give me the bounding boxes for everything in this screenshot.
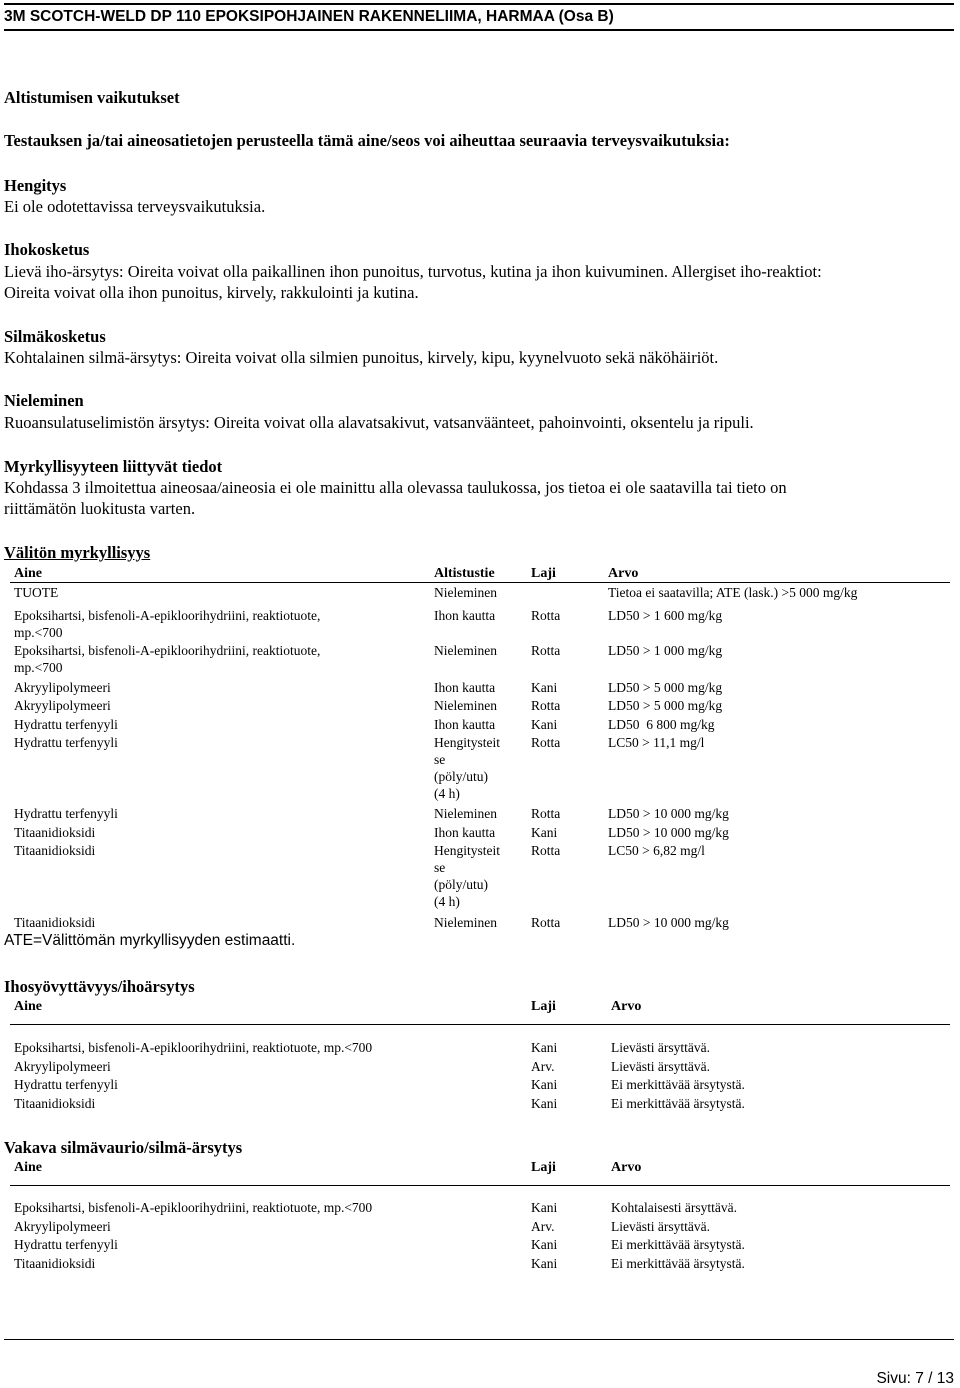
toxicology-title: Myrkyllisyyteen liittyvät tiedot xyxy=(4,457,223,476)
acute-row-7-value: LD50 > 10 000 mg/kg xyxy=(608,806,729,821)
skin-title: Ihokosketus xyxy=(4,240,90,259)
acute-row-2-species: Rotta xyxy=(531,643,561,658)
acute-row-7-route: Nieleminen xyxy=(434,806,497,821)
acute-row-5-value: LD50 6 800 mg/kg xyxy=(608,717,715,732)
acute-row-7-substance: Hydrattu terfenyyli xyxy=(14,806,118,821)
acute-row-6-route: Hengitysteit se (pöly/utu) (4 h) xyxy=(434,735,500,801)
acute-header-substance: Aine xyxy=(14,566,42,581)
toxicology-text-line1: Kohdassa 3 ilmoitettua aineosaa/aineosia ei ole mainittu alla olevassa taulukossa, jos tietoa ei ole saatavilla tai tieto on xyxy=(4,478,787,497)
acute-row-9-value: LC50 > 6,82 mg/l xyxy=(608,843,705,858)
eye-row-0-species: Kani xyxy=(531,1200,558,1215)
eye-row-3-substance: Titaanidioksidi xyxy=(14,1256,96,1271)
eye-row-1-species: Arv. xyxy=(531,1219,555,1234)
eye-header-species: Laji xyxy=(531,1160,556,1175)
ingestion-title: Nieleminen xyxy=(4,391,84,410)
acute-row-8-species: Kani xyxy=(531,825,558,840)
acute-row-8-value: LD50 > 10 000 mg/kg xyxy=(608,825,729,840)
acute-row-1-species: Rotta xyxy=(531,608,561,623)
toxicology-text-line2: riittämätön luokitusta varten. xyxy=(4,499,196,518)
acute-header-value: Arvo xyxy=(608,566,639,581)
acute-row-8-substance: Titaanidioksidi xyxy=(14,825,96,840)
acute-row-9-route: Hengitysteit se (pöly/utu) (4 h) xyxy=(434,843,500,909)
eye-row-0-substance: Epoksihartsi, bisfenoli-A-epikloorihydriini, reaktiotuote, mp.<700 xyxy=(14,1200,373,1215)
acute-row-6-substance: Hydrattu terfenyyli xyxy=(14,735,118,750)
acute-row-2-route: Nieleminen xyxy=(434,643,497,658)
skin-row-0-value: Lievästi ärsyttävä. xyxy=(611,1040,710,1055)
skin-row-0-species: Kani xyxy=(531,1040,558,1055)
eye-header-substance: Aine xyxy=(14,1160,42,1175)
eye-row-1-substance: Akryylipolymeeri xyxy=(14,1219,111,1234)
acute-row-4-substance: Akryylipolymeeri xyxy=(14,698,111,713)
acute-row-7-species: Rotta xyxy=(531,806,561,821)
acute-row-1-substance: Epoksihartsi, bisfenoli-A-epikloorihydriini, reaktiotuote, mp.<700 xyxy=(14,608,321,640)
acute-header-route: Altistustie xyxy=(434,566,495,581)
acute-row-2-value: LD50 > 1 000 mg/kg xyxy=(608,643,723,658)
acute-table-title: Välitön myrkyllisyys xyxy=(4,543,151,562)
acute-row-1-value: LD50 > 1 600 mg/kg xyxy=(608,608,723,623)
page-number: Sivu: 7 / 13 xyxy=(876,1370,954,1387)
eye-header-rule xyxy=(10,1185,950,1186)
inhalation-text: Ei ole odotettavissa terveysvaikutuksia. xyxy=(4,197,266,216)
skin-text-line2: Oireita voivat olla ihon punoitus, kirvely, rakkulointi ja kutina. xyxy=(4,283,419,302)
skin-row-1-substance: Akryylipolymeeri xyxy=(14,1059,111,1074)
acute-row-10-substance: Titaanidioksidi xyxy=(14,915,96,930)
skin-row-0-substance: Epoksihartsi, bisfenoli-A-epikloorihydriini, reaktiotuote, mp.<700 xyxy=(14,1040,373,1055)
acute-row-0-value: Tietoa ei saatavilla; ATE (lask.) >5 000 mg/kg xyxy=(608,585,858,600)
eye-row-3-species: Kani xyxy=(531,1256,558,1271)
acute-row-3-species: Kani xyxy=(531,680,558,695)
exposure-heading: Altistumisen vaikutukset xyxy=(4,88,180,107)
skin-row-1-value: Lievästi ärsyttävä. xyxy=(611,1059,710,1074)
ate-note: ATE=Välittömän myrkyllisyyden estimaatti. xyxy=(4,932,296,949)
eye-row-0-value: Kohtalaisesti ärsyttävä. xyxy=(611,1200,737,1215)
acute-row-4-species: Rotta xyxy=(531,698,561,713)
acute-row-10-value: LD50 > 10 000 mg/kg xyxy=(608,915,729,930)
eye-row-2-value: Ei merkittävää ärsytystä. xyxy=(611,1237,745,1252)
acute-row-10-route: Nieleminen xyxy=(434,915,497,930)
skin-row-2-species: Kani xyxy=(531,1077,558,1092)
eye-header-value: Arvo xyxy=(611,1160,642,1175)
document-title: 3M SCOTCH-WELD DP 110 EPOKSIPOHJAINEN RAKENNELIIMA, HARMAA (Osa B) xyxy=(4,8,614,25)
skin-header-value: Arvo xyxy=(611,999,642,1014)
eye-row-2-substance: Hydrattu terfenyyli xyxy=(14,1237,118,1252)
acute-row-3-route: Ihon kautta xyxy=(434,680,496,695)
eye-row-2-species: Kani xyxy=(531,1237,558,1252)
footer-rule xyxy=(4,1339,954,1340)
skin-table-title: Ihosyövyttävyys/ihoärsytys xyxy=(4,977,195,996)
inhalation-title: Hengitys xyxy=(4,176,67,195)
skin-text-line1: Lievä iho-ärsytys: Oireita voivat olla paikallinen ihon punoitus, turvotus, kutina ja ihon kuivuminen. Allergiset iho-reaktiot: xyxy=(4,262,822,281)
eye-title: Silmäkosketus xyxy=(4,327,106,346)
skin-row-3-species: Kani xyxy=(531,1096,558,1111)
acute-header-species: Laji xyxy=(531,566,556,581)
ingestion-text: Ruoansulatuselimistön ärsytys: Oireita voivat olla alavatsakivut, vatsanväänteet, pahoinvointi, oksentelu ja ripuli. xyxy=(4,413,754,432)
skin-row-3-value: Ei merkittävää ärsytystä. xyxy=(611,1096,745,1111)
intro-text: Testauksen ja/tai aineosatietojen perusteella tämä aine/seos voi aiheuttaa seuraavia terveysvaikutuksia: xyxy=(4,131,730,150)
acute-row-9-species: Rotta xyxy=(531,843,561,858)
acute-row-6-value: LC50 > 11,1 mg/l xyxy=(608,735,705,750)
acute-row-0-substance: TUOTE xyxy=(14,585,59,600)
skin-header-species: Laji xyxy=(531,999,556,1014)
eye-text: Kohtalainen silmä-ärsytys: Oireita voivat olla silmien punoitus, kirvely, kipu, kyynelvuoto sekä näköhäiriöt. xyxy=(4,348,719,367)
skin-header-rule xyxy=(10,1024,950,1025)
acute-header-rule xyxy=(10,582,950,583)
acute-row-3-substance: Akryylipolymeeri xyxy=(14,680,111,695)
acute-row-5-route: Ihon kautta xyxy=(434,717,496,732)
eye-row-1-value: Lievästi ärsyttävä. xyxy=(611,1219,710,1234)
acute-row-4-value: LD50 > 5 000 mg/kg xyxy=(608,698,723,713)
acute-row-1-route: Ihon kautta xyxy=(434,608,496,623)
acute-row-0-route: Nieleminen xyxy=(434,585,497,600)
eye-row-3-value: Ei merkittävää ärsytystä. xyxy=(611,1256,745,1271)
acute-row-3-value: LD50 > 5 000 mg/kg xyxy=(608,680,723,695)
skin-row-1-species: Arv. xyxy=(531,1059,555,1074)
skin-row-2-value: Ei merkittävää ärsytystä. xyxy=(611,1077,745,1092)
eye-table-title: Vakava silmävaurio/silmä-ärsytys xyxy=(4,1138,243,1157)
acute-row-10-species: Rotta xyxy=(531,915,561,930)
acute-row-4-route: Nieleminen xyxy=(434,698,497,713)
acute-row-2-substance: Epoksihartsi, bisfenoli-A-epikloorihydriini, reaktiotuote, mp.<700 xyxy=(14,643,321,675)
acute-row-6-species: Rotta xyxy=(531,735,561,750)
acute-row-8-route: Ihon kautta xyxy=(434,825,496,840)
skin-header-substance: Aine xyxy=(14,999,42,1014)
skin-row-3-substance: Titaanidioksidi xyxy=(14,1096,96,1111)
skin-row-2-substance: Hydrattu terfenyyli xyxy=(14,1077,118,1092)
acute-row-5-substance: Hydrattu terfenyyli xyxy=(14,717,118,732)
acute-row-9-substance: Titaanidioksidi xyxy=(14,843,96,858)
acute-row-5-species: Kani xyxy=(531,717,558,732)
document-header xyxy=(4,3,954,31)
